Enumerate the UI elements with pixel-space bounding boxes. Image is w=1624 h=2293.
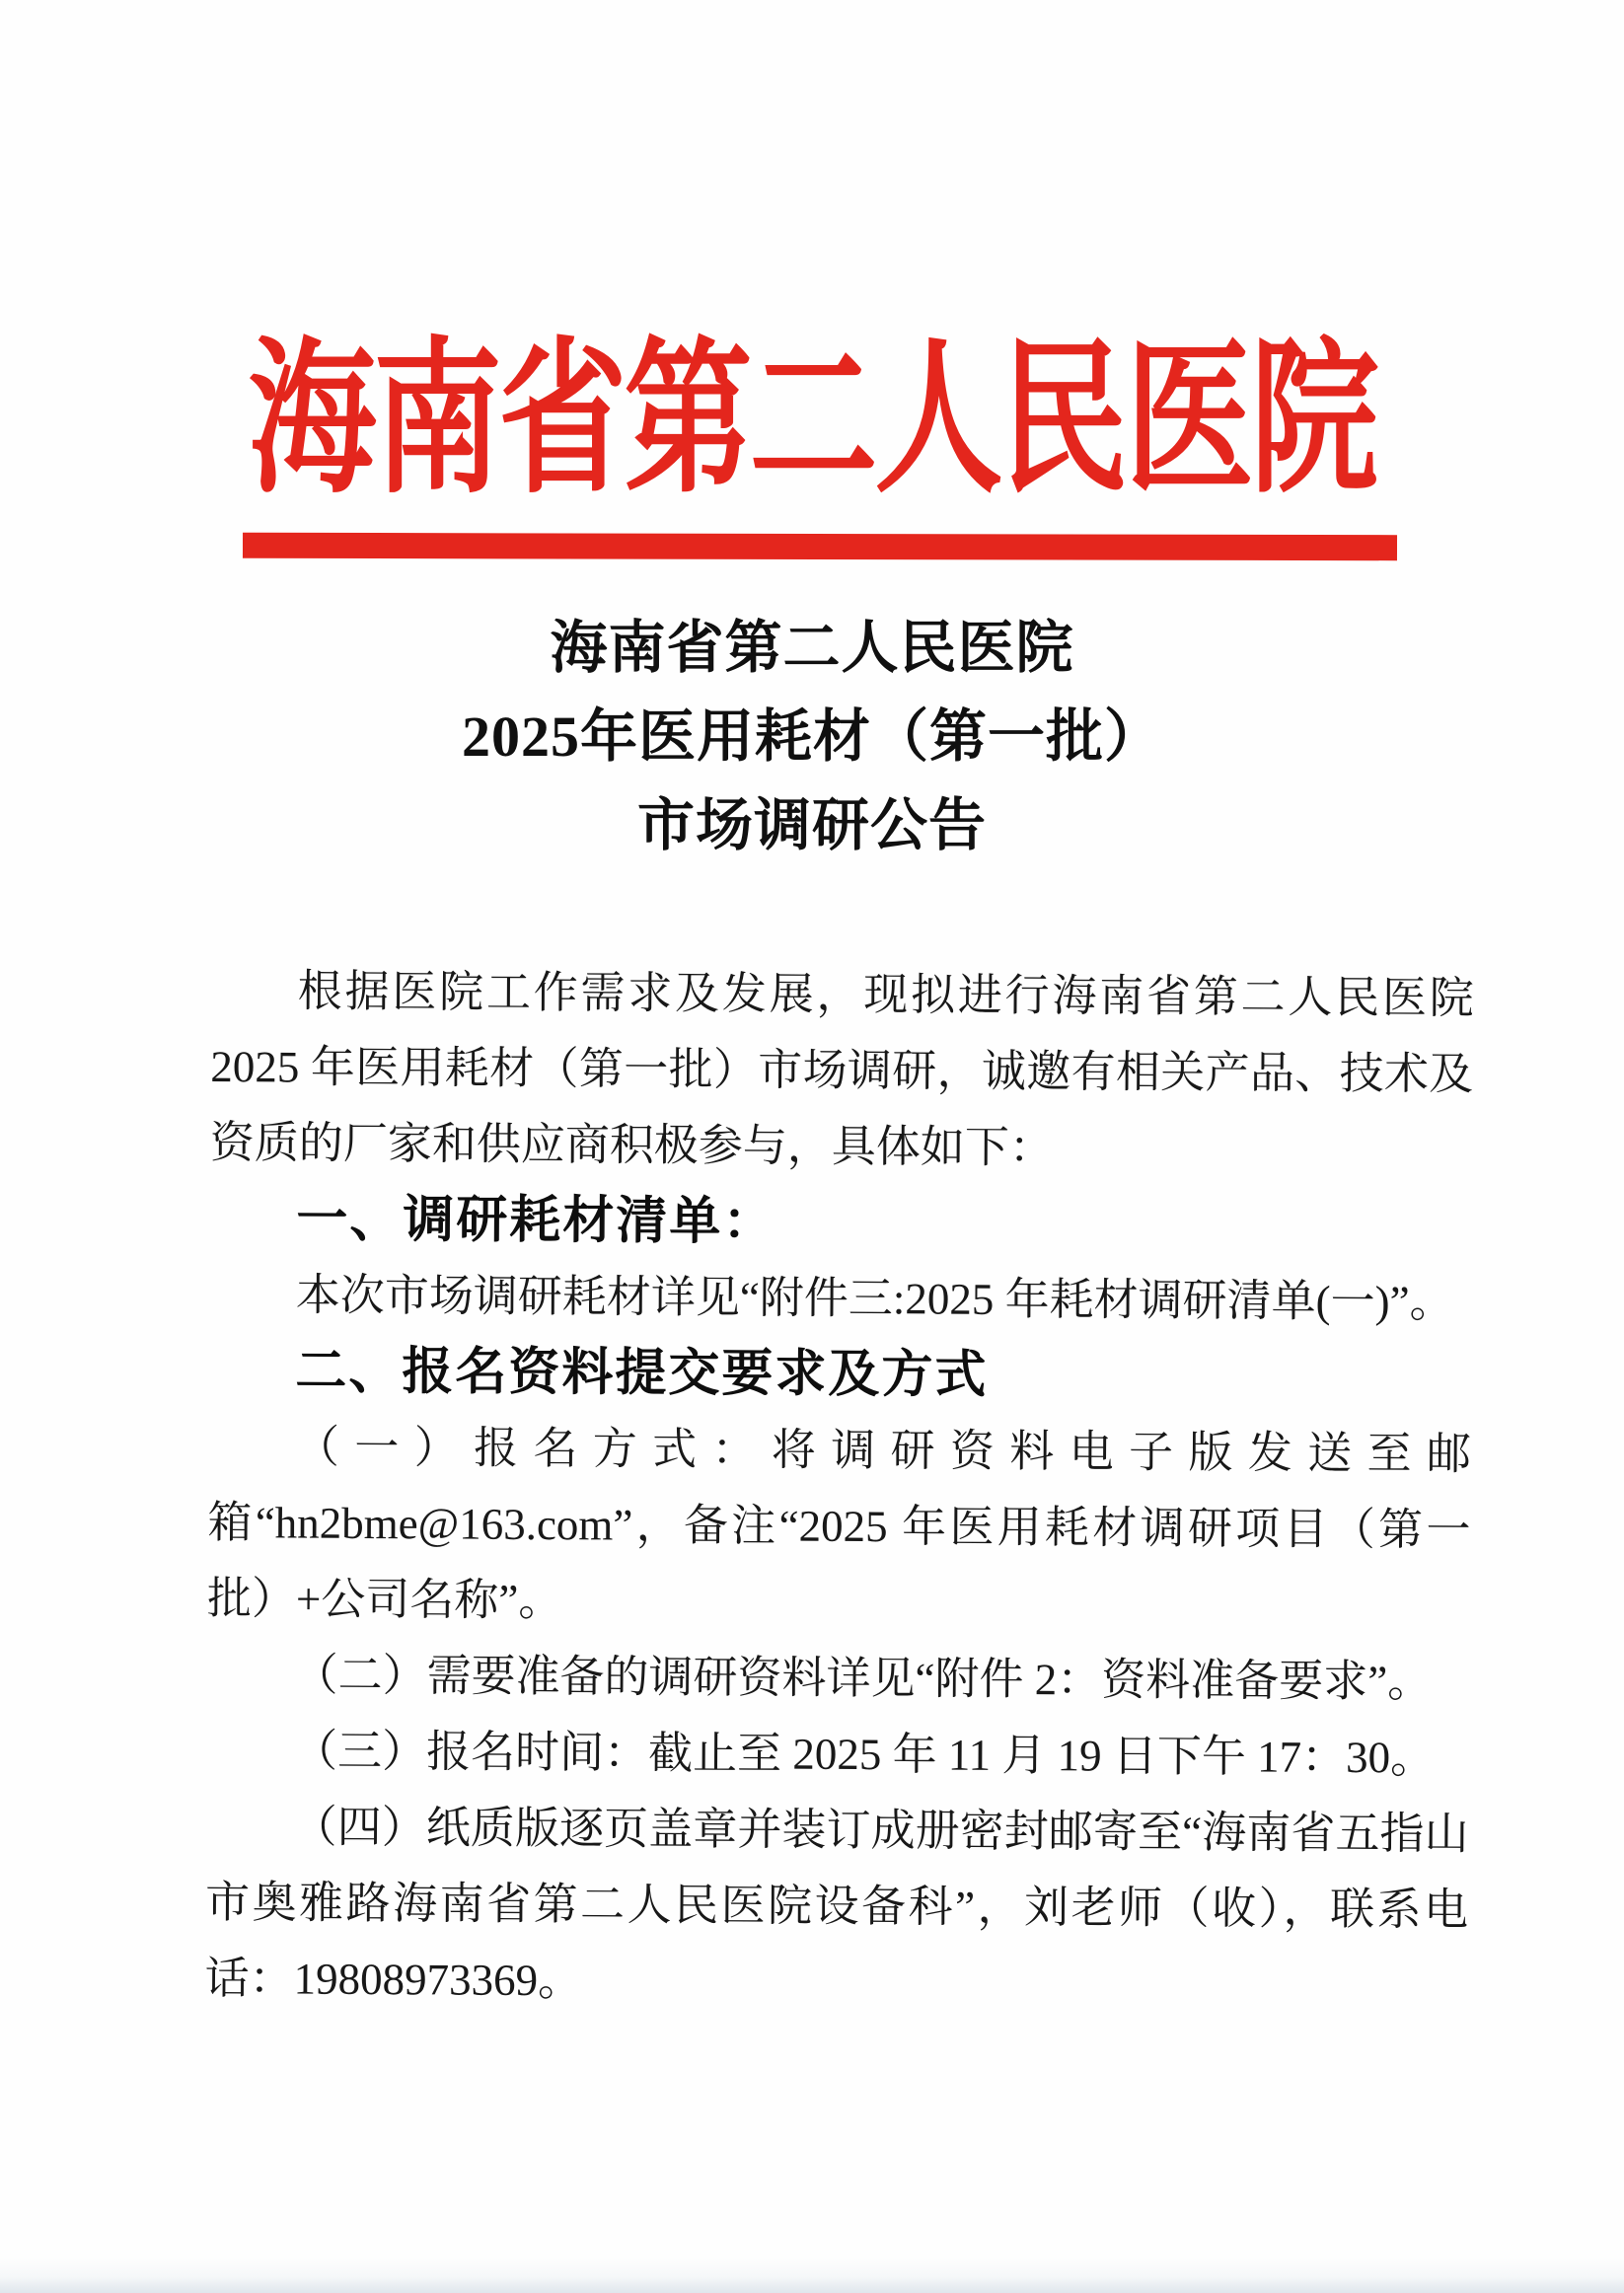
section-1-text: 本次市场调研耗材详见“附件三:2025 年耗材调研清单(一)”。 [295, 1270, 1454, 1327]
section-2-heading: 二、报名资料提交要求及方式 [295, 1342, 989, 1404]
section-1-heading: 一、调研耗材清单： [296, 1190, 776, 1251]
hospital-masthead-title: 海南省第二人民医院 [248, 329, 1376, 514]
clause-3-deadline: （三）报名时间：截止至 2025 年 11 月 19 日下午 17：30。 [292, 1726, 1436, 1783]
intro-paragraph: 根据医院工作需求及发展，现拟进行海南省第二人民医院 2025 年医用耗材（第一批）市场调研，诚邀有相关产品、技术及资质的厂家和供应商积极参与，具体如下： [209, 966, 1474, 1173]
clause-2-materials: （二）需要准备的调研资料详见“附件 2：资料准备要求”。 [293, 1650, 1433, 1707]
document-title-line-3: 市场调研公告 [636, 793, 987, 857]
announcement-body [204, 953, 1474, 2025]
red-divider-rule [243, 533, 1397, 560]
document-title [0, 604, 1624, 870]
document-title-line-1: 海南省第二人民医院 [550, 616, 1074, 680]
clause-4-mailing: （四）纸质版逐页盖章并装订成册密封邮寄至“海南省五指山市奥雅路海南省第二人民医院设备科”，刘老师（收），联系电话：19808973369。 [204, 1802, 1469, 2006]
clause-1-registration-method: （一）报名方式：将调研资料电子版发送至邮箱“hn2bme@163.com”，备注“2025 年医用耗材调研项目（第一批）+公司名称”。 [206, 1422, 1472, 1626]
scanner-edge-artifact [0, 2257, 1624, 2293]
document-title-line-2: 2025年医用耗材（第一批） [461, 704, 1162, 769]
